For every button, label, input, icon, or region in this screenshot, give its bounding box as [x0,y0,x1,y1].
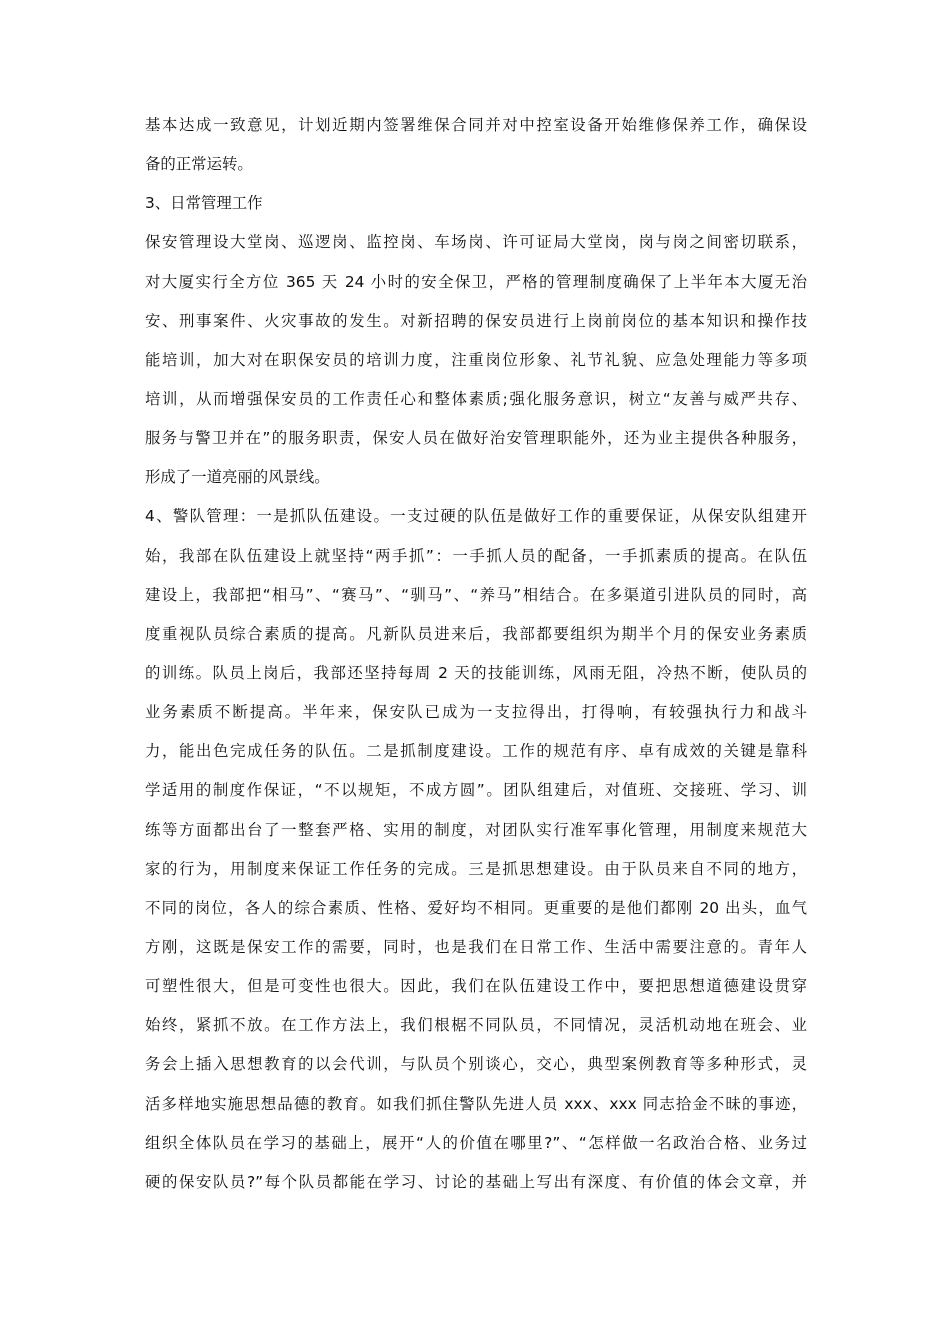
text-line: 可塑性很大，但是可变性也很大。因此，我们在队伍建设工作中，要把思想道德建设贯穿 [145,977,807,996]
text-line: 硬的保安队员?”每个队员都能在学习、讨论的基础上写出有深度、有价值的体会文章，并 [145,1172,807,1191]
text-line: 4、警队管理：一是抓队伍建设。一支过硬的队伍是做好工作的重要保证，从保安队组建开 [145,507,807,526]
text-line: 始，我部在队伍建设上就坚持“两手抓”：一手抓人员的配备，一手抓素质的提高。在队伍 [145,546,807,565]
text-line: 活多样地实施思想品德的教育。如我们抓住警队先进人员 xxx、xxx 同志拾金不昧的事迹， [145,1094,807,1113]
text-line: 的训练。队员上岗后，我部还坚持每周 2 天的技能训练，风雨无阻，冷热不断，使队员的 [145,663,807,682]
text-line: 安、刑事案件、火灾事故的发生。对新招聘的保安员进行上岗前岗位的基本知识和操作技 [145,311,807,330]
text-line: 家的行为，用制度来保证工作任务的完成。三是抓思想建设。由于队员来自不同的地方， [145,859,807,878]
text-line: 保安管理设大堂岗、巡逻岗、监控岗、车场岗、许可证局大堂岗，岗与岗之间密切联系， [145,233,807,252]
text-line: 务会上插入思想教育的以会代训，与队员个别谈心，交心，典型案例教育等多种形式，灵 [145,1055,807,1074]
text-line: 练等方面都出台了一整套严格、实用的制度，对团队实行准军事化管理，用制度来规范大 [145,820,807,839]
text-line: 备的正常运转。 [145,155,253,174]
document-body [145,106,807,1202]
text-line: 3、日常管理工作 [145,194,263,213]
text-line: 始终，紧抓不放。在工作方法上，我们根椐不同队员，不同情况，灵活机动地在班会、业 [145,1016,807,1035]
text-line: 组织全体队员在学习的基础上，展开“人的价值在哪里?”、“怎样做一名政治合格、业务过 [145,1133,807,1152]
text-line: 服务与警卫并在”的服务职责，保安人员在做好治安管理职能外，还为业主提供各种服务， [145,429,807,448]
text-line: 形成了一道亮丽的风景线。 [145,468,330,487]
text-line: 不同的岗位，各人的综合素质、性格、爱好均不相同。更重要的是他们都刚 20 出头，血气 [145,898,807,917]
text-line: 力，能出色完成任务的队伍。二是抓制度建设。工作的规范有序、卓有成效的关键是靠科 [145,742,807,761]
text-line: 度重视队员综合素质的提高。凡新队员进来后，我部都要组织为期半个月的保安业务素质 [145,624,807,643]
text-line: 建设上，我部把“相马”、“赛马”、“驯马”、“养马”相结合。在多渠道引进队员的同时，高 [145,585,807,604]
text-line: 培训，从而增强保安员的工作责任心和整体素质;强化服务意识，树立“友善与威严共存、 [145,389,807,408]
text-line: 能培训，加大对在职保安员的培训力度，注重岗位形象、礼节礼貌、应急处理能力等多项 [145,350,807,369]
text-line: 学适用的制度作保证，“不以规矩，不成方圆”。团队组建后，对值班、交接班、学习、训 [145,781,807,800]
text-line: 基本达成一致意见，计划近期内签署维保合同并对中控室设备开始维修保养工作，确保设 [145,116,807,134]
text-line: 方刚，这既是保安工作的需要，同时，也是我们在日常工作、生活中需要注意的。青年人 [145,937,807,956]
text-line: 业务素质不断提高。半年来，保安队已成为一支拉得出，打得响，有较强执行力和战斗 [145,703,807,722]
text-line: 对大厦实行全方位 365 天 24 小时的安全保卫，严格的管理制度确保了上半年本大厦无治 [145,272,807,291]
